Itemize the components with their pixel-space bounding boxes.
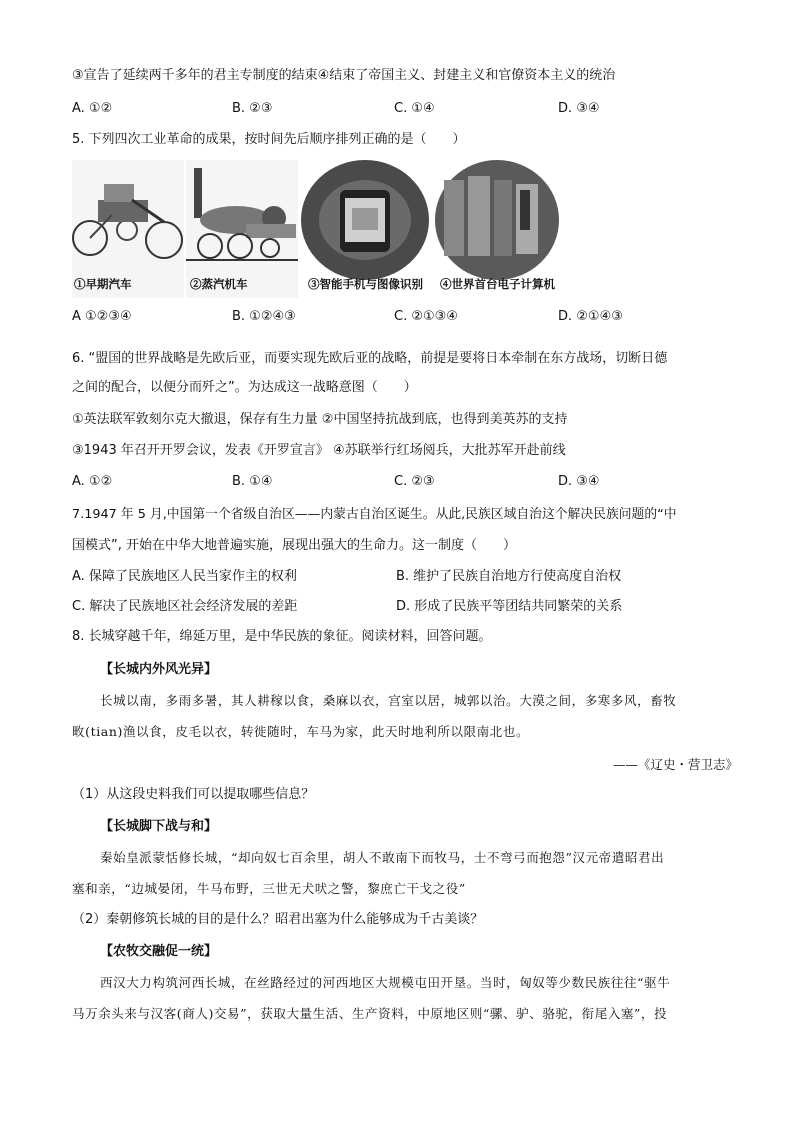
q5-option-c[interactable]: C. ②①③④ bbox=[394, 309, 458, 324]
material1-title: 【长城内外风光异】 bbox=[100, 662, 218, 677]
q7-option-d[interactable]: D. 形成了民族平等团结共同繁荣的关系 bbox=[396, 599, 623, 614]
q4-items-line: ③宣告了延续两千多年的君主专制度的结束④结束了帝国主义、封建主义和官僚资本主义的统治 bbox=[72, 68, 616, 83]
q7-stem-line2: 国模式”, 开始在中华大地普遍实施，展现出强大的生命力。这一制度（ ） bbox=[72, 538, 516, 553]
q7-option-c[interactable]: C. 解决了民族地区社会经济发展的差距 bbox=[72, 599, 298, 614]
caption-steam-locomotive: ②蒸汽机车 bbox=[190, 277, 248, 291]
q5-option-d[interactable]: D. ②①④③ bbox=[558, 309, 623, 324]
q7-option-b[interactable]: B. 维护了民族自治地方行使高度自治权 bbox=[396, 569, 622, 584]
material3-line1: 西汉大力构筑河西长城，在丝路经过的河西地区大规模屯田开垦。当时，匈奴等少数民族往往“驱牛 bbox=[100, 975, 671, 990]
q8-subquestion-1: （1）从这段史料我们可以提取哪些信息？ bbox=[72, 787, 315, 802]
q6-stem-line1: 6. “盟国的世界战略是先欧后亚，而要实现先欧后亚的战略，前提是要将日本牵制在东方战场，切断日德 bbox=[72, 351, 668, 366]
caption-smartphone: ③智能手机与图像识别 bbox=[308, 277, 423, 291]
q5-option-a[interactable]: A ①②③④ bbox=[72, 309, 132, 324]
q4-option-c[interactable]: C. ①④ bbox=[394, 101, 435, 116]
q6-option-a[interactable]: A. ①② bbox=[72, 474, 113, 489]
caption-first-computer: ④世界首台电子计算机 bbox=[440, 277, 555, 291]
q6-item-line2: ③1943 年召开开罗会议，发表《开罗宣言》 ④苏联举行红场阅兵，大批苏军开赴前线 bbox=[72, 443, 566, 458]
q4-option-a[interactable]: A. ①② bbox=[72, 101, 113, 116]
material3-line2: 马万余头来与汉客(商人)交易”，获取大量生活、生产资料，中原地区则“骡、驴、骆驼，衔尾入塞”，投 bbox=[72, 1006, 668, 1021]
q4-option-b[interactable]: B. ②③ bbox=[232, 101, 273, 116]
q8-subquestion-2: （2）秦朝修筑长城的目的是什么？昭君出塞为什么能够成为千古美谈？ bbox=[72, 912, 484, 927]
q7-option-a[interactable]: A. 保障了民族地区人民当家作主的权利 bbox=[72, 569, 297, 584]
q6-option-b[interactable]: B. ①④ bbox=[232, 474, 273, 489]
q4-option-d[interactable]: D. ③④ bbox=[558, 101, 600, 116]
q6-stem-line2: 之间的配合，以便分而歼之”。为达成这一战略意图（ ） bbox=[72, 380, 417, 395]
material2-line1: 秦始皇派蒙恬修长城，“却向奴七百余里，胡人不敢南下而牧马，士不弯弓而抱怨”汉元帝遣昭君出 bbox=[100, 850, 665, 865]
material3-title: 【农牧交融促一统】 bbox=[100, 944, 218, 959]
caption-early-car: ①早期汽车 bbox=[74, 277, 132, 291]
q6-item-line1: ①英法联军敦刻尔克大撤退，保存有生力量 ②中国坚持抗战到底，也得到美英苏的支持 bbox=[72, 412, 568, 427]
material1-line1: 长城以南，多雨多暑，其人耕稼以食，桑麻以衣，宫室以居，城郭以治。大漠之间，多寒多风，畜牧 bbox=[100, 693, 677, 708]
material1-citation: ——《辽史・营卫志》 bbox=[612, 757, 738, 772]
material1-line2: 畋(tian)渔以食，皮毛以衣，转徙随时，车马为家，此天时地利所以限南北也。 bbox=[72, 724, 530, 739]
q5-stem: 5. 下列四次工业革命的成果，按时间先后顺序排列正确的是（ ） bbox=[72, 132, 466, 147]
q6-option-c[interactable]: C. ②③ bbox=[394, 474, 435, 489]
q8-stem: 8. 长城穿越千年，绵延万里，是中华民族的象征。阅读材料，回答问题。 bbox=[72, 629, 492, 644]
q6-option-d[interactable]: D. ③④ bbox=[558, 474, 600, 489]
material2-title: 【长城脚下战与和】 bbox=[100, 819, 218, 834]
q7-stem-line1: 7.1947 年 5 月,中国第一个省级自治区——内蒙古自治区诞生。从此,民族区域自治这个解决民族问题的“中 bbox=[72, 507, 677, 522]
q5-option-b[interactable]: B. ①②④③ bbox=[232, 309, 296, 324]
material2-line2: 塞和亲，“边城晏闭，牛马布野，三世无犬吠之警，黎庶亡干戈之役” bbox=[72, 881, 466, 896]
